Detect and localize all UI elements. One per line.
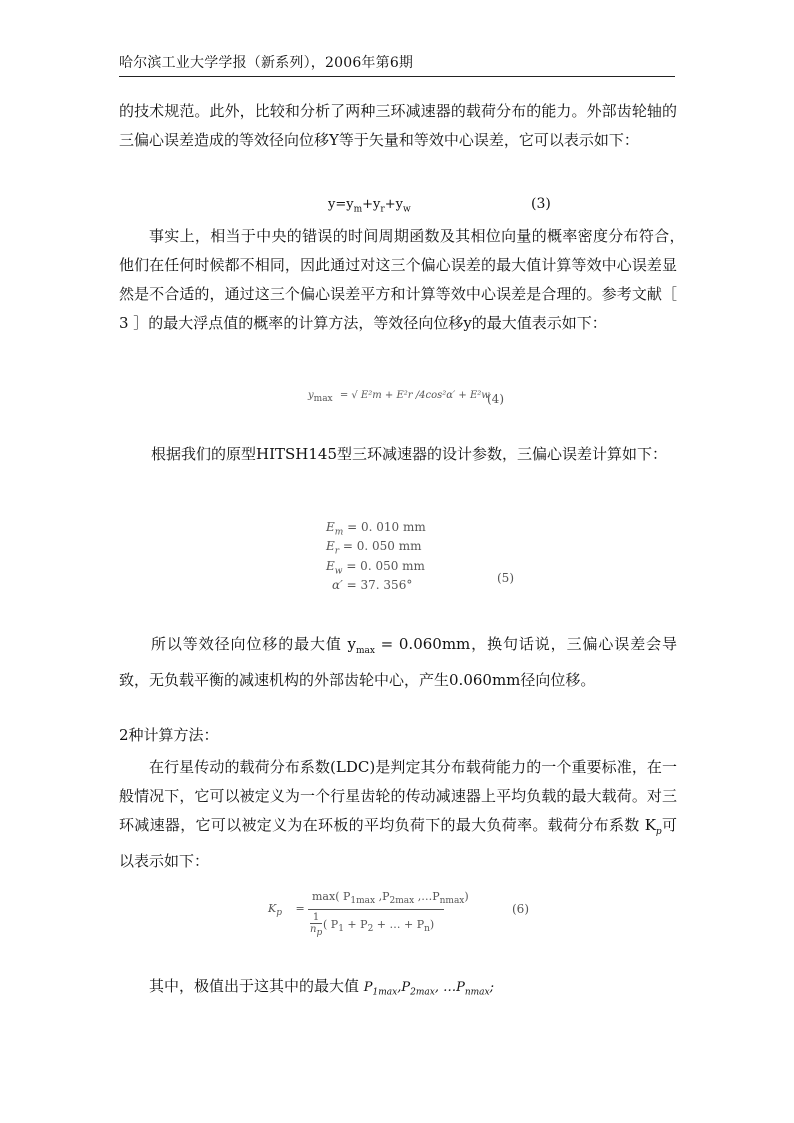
equation-3 xyxy=(328,197,411,215)
eq6-num-end: ) xyxy=(464,890,469,903)
eq6-den-a: ( P xyxy=(323,918,339,931)
equation-4 xyxy=(308,390,490,404)
eq6-numerator xyxy=(312,890,469,906)
equation-5-number: (5) xyxy=(497,571,514,585)
eq5-line-4 xyxy=(326,578,426,592)
eq6-den-end: ) xyxy=(429,918,435,931)
p6-math-p: P xyxy=(363,980,373,995)
paragraph-3: 根据我们的原型HITSH145型三环减速器的设计参数，三偏心误差计算如下： xyxy=(151,445,668,463)
eq5-line-3 xyxy=(326,559,426,578)
eq5-l2-val: = 0. 050 mm xyxy=(342,539,422,554)
equation-4-number: (4) xyxy=(487,392,504,406)
eq6-num-b: ,P xyxy=(375,890,390,903)
eq4-lhs-sub: max xyxy=(313,394,333,404)
paragraph-4 xyxy=(119,630,677,695)
eq3-plus1: +y xyxy=(362,197,381,212)
eq6-den-s1: 1 xyxy=(338,924,344,935)
equation-6 xyxy=(268,890,468,940)
eq5-l2-sym: E xyxy=(326,539,335,554)
eq6-den-s2: 2 xyxy=(367,924,374,935)
eq6-den-frac-top: 1 xyxy=(312,912,320,923)
eq3-y: y=y xyxy=(328,197,354,212)
eq3-sub-w: w xyxy=(402,204,411,215)
equation-5 xyxy=(326,520,426,592)
eq6-den-np-sub: p xyxy=(316,928,323,938)
p6-math-c: , …P xyxy=(434,980,465,995)
journal-header: 哈尔滨工业大学学报（新系列），2006年第6期 xyxy=(119,55,414,71)
eq3-sub-m: m xyxy=(353,204,363,215)
eq6-num-s2: 2max xyxy=(389,896,415,907)
eq6-lhs-sub: p xyxy=(276,908,282,919)
eq6-den-n: n xyxy=(310,924,317,935)
p5-suffix: 可以表示如下： xyxy=(119,816,677,870)
eq6-den-frac-bottom xyxy=(310,923,322,939)
eq5-l1-sub: m xyxy=(334,527,344,538)
p6-math-b: ,P xyxy=(397,980,411,995)
eq5-l2-sub: r xyxy=(334,546,340,557)
eq6-lhs xyxy=(268,902,305,918)
eq6-denominator xyxy=(323,918,434,934)
paragraph-6 xyxy=(119,972,677,1008)
eq6-num-s1: 1max xyxy=(350,896,376,907)
p6-math-s2: 2max xyxy=(410,987,435,998)
eq5-l1-sym: E xyxy=(326,520,335,534)
eq3-sub-r: r xyxy=(380,204,385,215)
eq5-l3-val: = 0. 050 mm xyxy=(346,558,425,573)
eq6-lhs-sym: K xyxy=(268,902,277,915)
equation-3-number: (3) xyxy=(531,196,551,212)
eq6-den-frac xyxy=(310,912,322,939)
eq5-l3-sym: E xyxy=(326,558,335,573)
eq6-den-c: + … + P xyxy=(373,918,425,931)
eq6-fraction-bar xyxy=(308,909,444,910)
header-rule xyxy=(119,76,675,77)
eq6-num-a: max( P xyxy=(312,890,351,903)
p6-math-s3: nmax xyxy=(464,987,490,998)
eq5-l4-val: = 37. 356° xyxy=(346,578,413,593)
equation-6-number: (6) xyxy=(512,902,529,916)
p6-math xyxy=(363,980,495,998)
paragraph-5 xyxy=(119,753,677,876)
eq4-lhs: y xyxy=(308,390,314,401)
p4-sub: max xyxy=(355,646,375,656)
eq5-line-2 xyxy=(326,539,426,558)
p6-math-s1: 1max xyxy=(372,987,398,998)
p6-math-end: ; xyxy=(489,980,495,995)
eq6-num-c: ,…P xyxy=(414,890,440,903)
eq6-equals: = xyxy=(295,902,305,915)
p4-suffix: = 0.060mm，换句话说，三偏心误差会导致，无负载平衡的减速机构的外部齿轮中心，产生0.060mm径向位移。 xyxy=(119,635,677,689)
p4-prefix: 所以等效径向位移的最大值 y xyxy=(151,635,356,653)
eq5-l4-sym: α′ xyxy=(332,578,343,593)
p5-sub: p xyxy=(655,827,662,837)
eq3-plus2: +y xyxy=(384,197,403,212)
p6-prefix: 其中，极值出于这其中的最大值 xyxy=(149,977,364,995)
eq6-num-s3: nmax xyxy=(439,896,465,907)
eq5-l3-sub: w xyxy=(334,566,343,577)
eq4-rhs: = √ E²m + E²r /4cos²α′ + E²w xyxy=(339,390,490,401)
p5-text: 在行星传动的载荷分布系数(LDC)是判定其分布载荷能力的一个重要标准，在一般情况下，它可以被定义为一个行星齿轮的传动减速器上平均负载的最大载荷。对三环减速器，它可以被定义为在环板的平均负荷下的最大负荷率。载荷分布系数 K xyxy=(119,758,677,834)
eq6-den-b: + P xyxy=(343,918,368,931)
paragraph-2: 事实上，相当于中央的错误的时间周期函数及其相位向量的概率密度分布符合， 他们在任何时候都不相同，因此通过对这三个偏心误差的最大值计算等效中心误差显然是不合适的，通过这三个偏心误差平方和计算等效中心误差是合理的。参考文献［ 3 ］的最大浮点值的概率的计算方法，等效径向位移y的最大值表示如下： xyxy=(119,227,693,332)
paragraph-1: 的技术规范。此外，比较和分析了两种三环减速器的载荷分布的能力。外部齿轮轴的三偏心误差造成的等效径向位移Y等于矢量和等效中心误差，它可以表示如下： xyxy=(119,102,677,149)
section-title: 2种计算方法： xyxy=(119,726,219,744)
eq5-line-1 xyxy=(326,520,426,539)
eq6-den-s3: n xyxy=(424,924,430,935)
eq5-l1-val: = 0. 010 mm xyxy=(347,520,426,534)
